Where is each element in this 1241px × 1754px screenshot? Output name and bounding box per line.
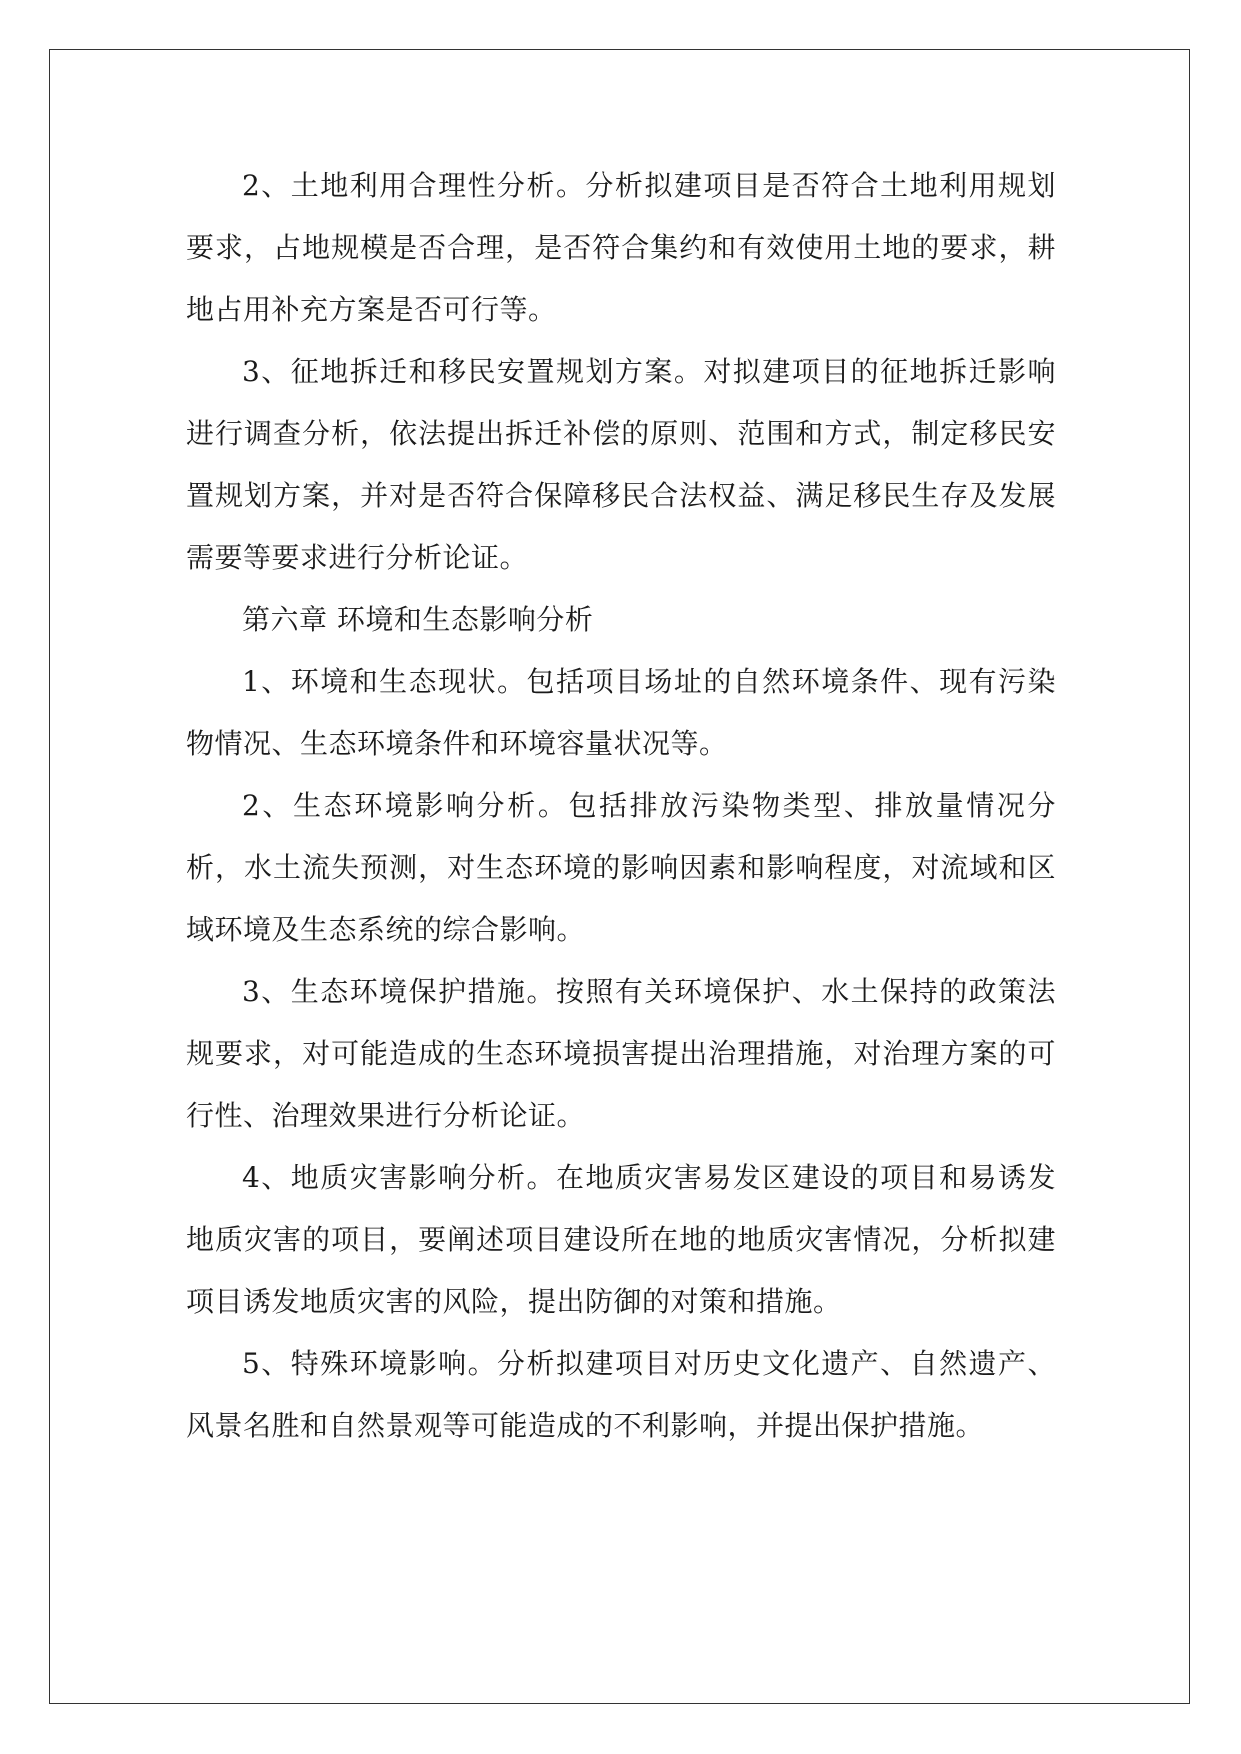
paragraph-resettlement: 3、征地拆迁和移民安置规划方案。对拟建项目的征地拆迁影响进行调查分析，依法提出拆迁补偿的原则、范围和方式，制定移民安置规划方案，并对是否符合保障移民合法权益、满足移民生存及发展需要等要求进行分析论证。 xyxy=(186,355,1056,574)
paragraph-ecology-protection: 3、生态环境保护措施。按照有关环境保护、水土保持的政策法规要求，对可能造成的生态环境损害提出治理措施，对治理方案的可行性、治理效果进行分析论证。 xyxy=(186,975,1056,1132)
paragraph-land-use: 2、土地利用合理性分析。分析拟建项目是否符合土地利用规划要求，占地规模是否合理，是否符合集约和有效使用土地的要求，耕地占用补充方案是否可行等。 xyxy=(186,169,1056,326)
paragraph-special-environment: 5、特殊环境影响。分析拟建项目对历史文化遗产、自然遗产、风景名胜和自然景观等可能造成的不利影响，并提出保护措施。 xyxy=(186,1347,1056,1442)
document-body xyxy=(186,155,1056,1457)
chapter-heading: 第六章 环境和生态影响分析 xyxy=(242,603,594,636)
paragraph-geologic-hazard: 4、地质灾害影响分析。在地质灾害易发区建设的项目和易诱发地质灾害的项目，要阐述项目建设所在地的地质灾害情况，分析拟建项目诱发地质灾害的风险，提出防御的对策和措施。 xyxy=(186,1161,1056,1318)
paragraph-environment-status: 1、环境和生态现状。包括项目场址的自然环境条件、现有污染物情况、生态环境条件和环境容量状况等。 xyxy=(186,665,1056,760)
paragraph-ecology-impact: 2、生态环境影响分析。包括排放污染物类型、排放量情况分析，水土流失预测，对生态环境的影响因素和影响程度，对流域和区域环境及生态系统的综合影响。 xyxy=(186,789,1056,946)
